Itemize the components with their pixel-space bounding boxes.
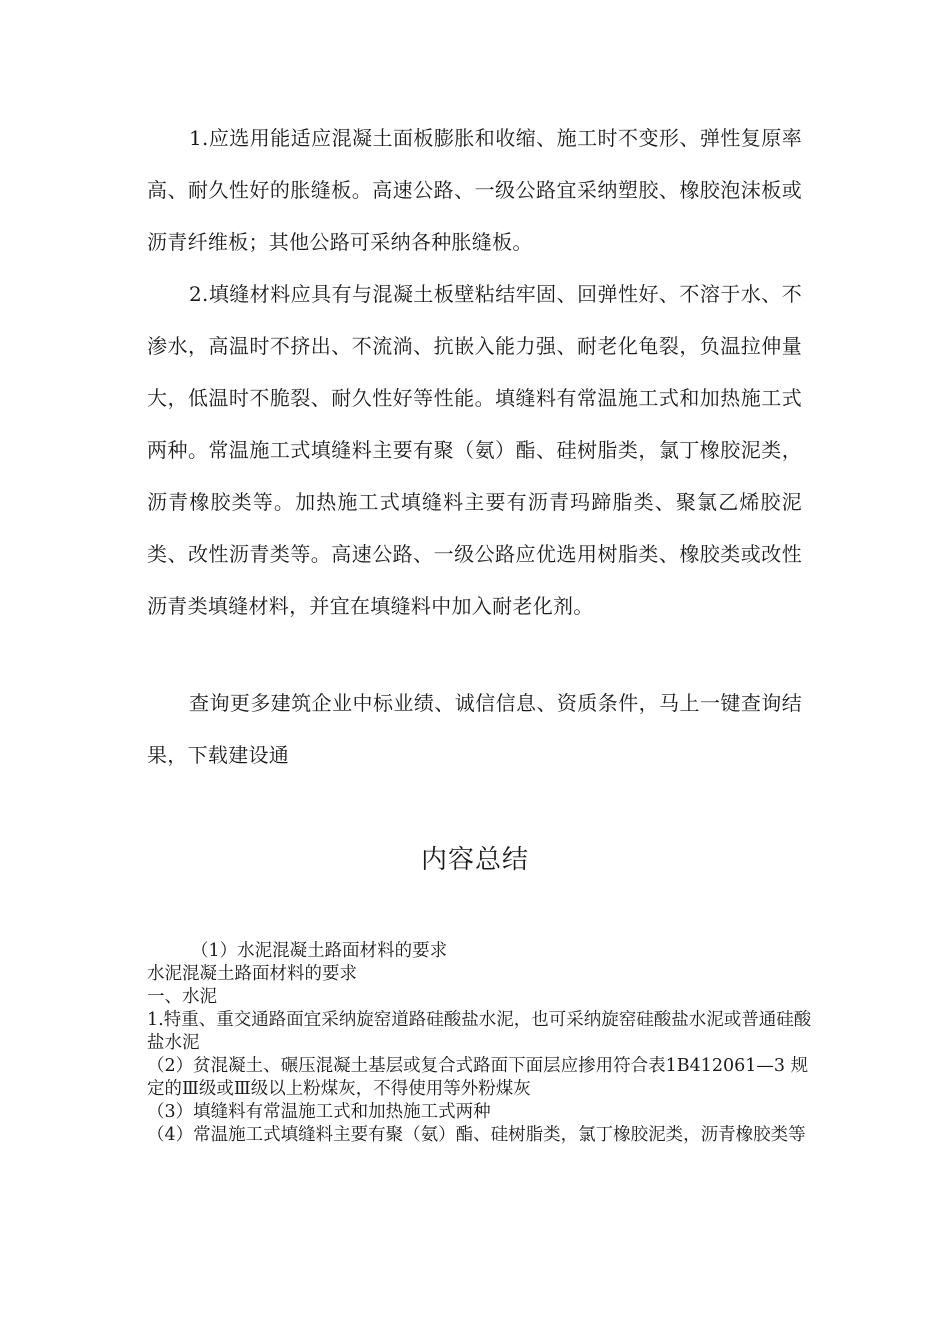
summary-line: （1）水泥混凝土路面材料的要求 [191,941,448,961]
summary-line: （2）贫混凝土、碾压混凝土基层或复合式路面下面层应掺用符合表1B412061—3 规定的Ⅲ级或Ⅲ级以上粉煤灰，不得使用等外粉煤灰 [147,1056,809,1099]
body-paragraph-3: 查询更多建筑企业中标业绩、诚信信息、资质条件，马上一键查询结果，下载建设通 [147,691,802,767]
summary-line: 水泥混凝土路面材料的要求 [147,964,357,984]
summary-line: （4）常温施工式填缝料主要有聚（氨）酯、硅树脂类，氯丁橡胶泥类，沥青橡胶类等 [147,1125,806,1145]
summary-line: 1.特重、重交通路面宜采纳旋窑道路硅酸盐水泥，也可采纳旋窑硅酸盐水泥或普通硅酸盐水泥 [147,1010,812,1053]
summary-line: （3）填缝料有常温施工式和加热施工式两种 [147,1102,491,1122]
body-paragraph-1: 1.应选用能适应混凝土面板膨胀和收缩、施工时不变形、弹性复原率高、耐久性好的胀缝板。高速公路、一级公路宜采纳塑胶、橡胶泡沫板或沥青纤维板；其他公路可采纳各种胀缝板。 [147,126,802,254]
body-paragraph-2: 2.填缝材料应具有与混凝土板壁粘结牢固、回弹性好、不溶于水、不渗水，高温时不挤出、不流淌、抗嵌入能力强、耐老化龟裂，负温拉伸量大，低温时不脆裂、耐久性好等性能。填缝料有常温施工式和加热施工式两种。常温施工式填缝料主要有聚（氨）酯、硅树脂类，氯丁橡胶泥类，沥青橡胶类等。加热施工式填缝料主要有沥青玛蹄脂类、聚氯乙烯胶泥类、改性沥青类等。高速公路、一级公路应优选用树脂类、橡胶类或改性沥青类填缝材料，并宜在填缝料中加入耐老化剂。 [147,282,802,618]
summary-line: 一、水泥 [147,987,217,1007]
summary-title: 内容总结 [420,845,529,875]
summary-list [147,940,812,1147]
